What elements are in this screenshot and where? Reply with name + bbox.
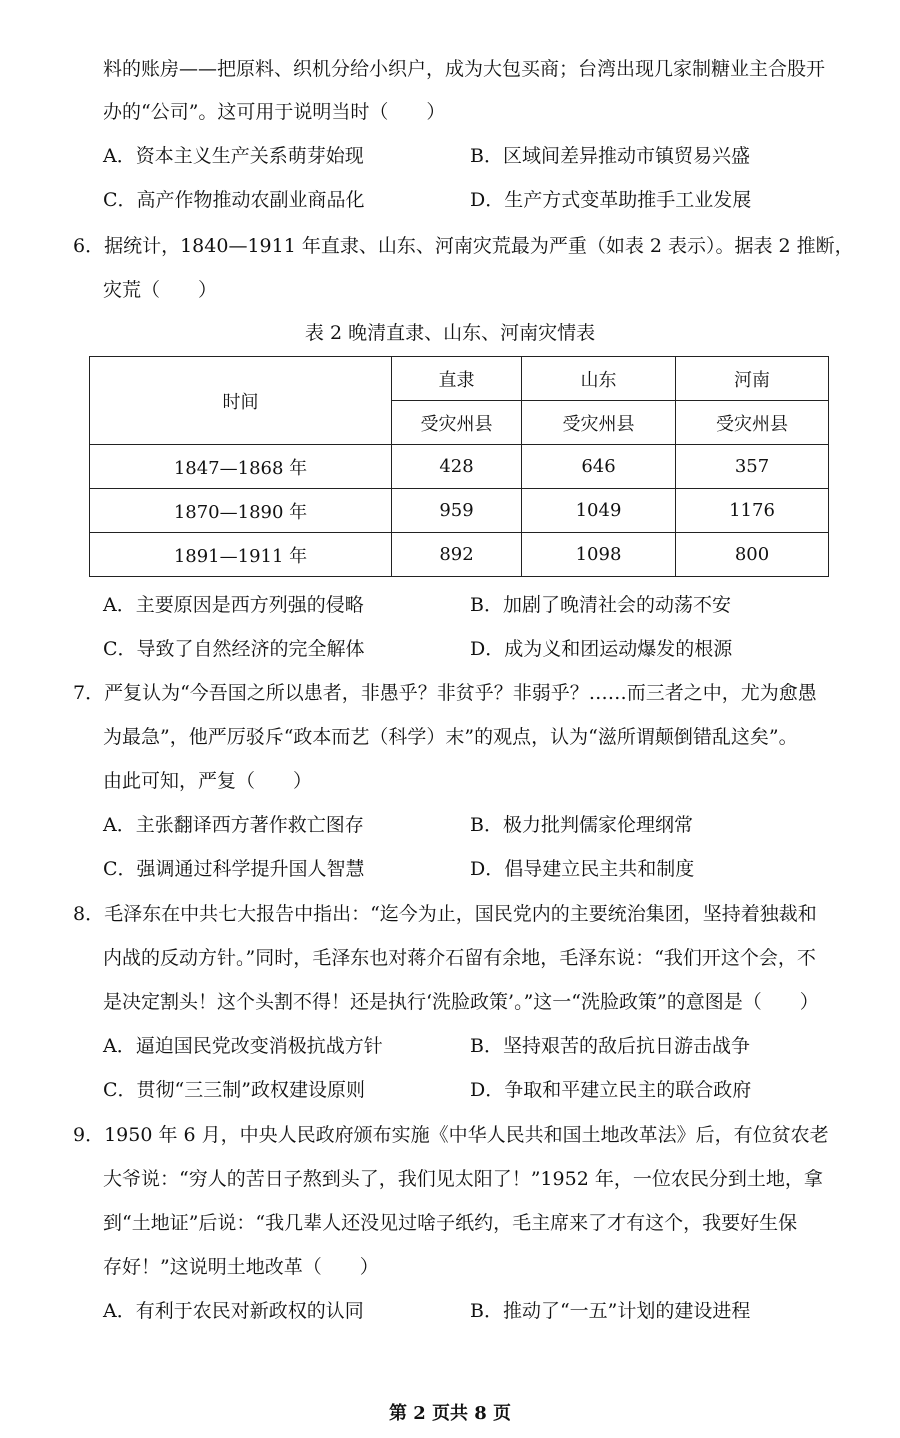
table-header-row	[90, 357, 829, 401]
q7-stem-line-2: 为最急”，他严厉驳斥“政本而艺（科学）末”的观点，认为“滋所谓颠倒错乱这矣”。	[103, 726, 798, 748]
value-cell: 428	[392, 445, 522, 489]
disaster-table	[89, 356, 829, 577]
q5-stem-line-1: 料的账房——把原料、织机分给小织户，成为大包买商；台湾出现几家制糖业主合股开	[103, 58, 826, 80]
period-cell: 1870—1890 年	[90, 489, 392, 533]
q7-option-a: A．主张翻译西方著作救亡图存	[103, 814, 364, 836]
province-header-shandong: 山东	[522, 357, 676, 401]
value-cell: 1098	[522, 533, 676, 577]
q6-option-a: A．主要原因是西方列强的侵略	[103, 594, 364, 616]
sub-header: 受灾州县	[392, 401, 522, 445]
period-cell: 1891—1911 年	[90, 533, 392, 577]
sub-header: 受灾州县	[676, 401, 829, 445]
q5-option-b: B．区域间差异推动市镇贸易兴盛	[470, 145, 750, 167]
value-cell: 1176	[676, 489, 829, 533]
q7-option-d: D．倡导建立民主共和制度	[470, 858, 695, 880]
sub-header: 受灾州县	[522, 401, 676, 445]
period-cell: 1847—1868 年	[90, 445, 392, 489]
q8-option-c: C．贯彻“三三制”政权建设原则	[103, 1079, 365, 1101]
q6-option-d: D．成为义和团运动爆发的根源	[470, 638, 733, 660]
q7-stem-line-3: 由此可知，严复（ ）	[103, 770, 313, 792]
value-cell: 646	[522, 445, 676, 489]
page-number-footer: 第 2 页共 8 页	[388, 1403, 512, 1424]
q8-option-d: D．争取和平建立民主的联合政府	[470, 1079, 752, 1101]
q8-option-b: B．坚持艰苦的敌后抗日游击战争	[470, 1035, 750, 1057]
province-header-henan: 河南	[676, 357, 829, 401]
q9-option-b: B．推动了“一五”计划的建设进程	[470, 1300, 751, 1322]
q9-stem-line-3: 到“土地证”后说：“我几辈人还没见过啥子纸约，毛主席来了才有这个，我要好生保	[103, 1212, 798, 1234]
q5-option-c: C．高产作物推动农副业商品化	[103, 189, 365, 211]
table-row	[90, 445, 829, 489]
table-row	[90, 489, 829, 533]
q8-stem-line-1: 8．毛泽东在中共七大报告中指出：“迄今为止，国民党内的主要统治集团，坚持着独裁和	[73, 903, 817, 925]
q9-option-a: A．有利于农民对新政权的认同	[103, 1300, 364, 1322]
province-header-zhili: 直隶	[392, 357, 522, 401]
q7-option-b: B．极力批判儒家伦理纲常	[470, 814, 693, 836]
q5-option-a: A．资本主义生产关系萌芽始现	[103, 145, 364, 167]
q9-stem-line-4: 存好！”这说明土地改革（ ）	[103, 1256, 379, 1278]
q8-stem-line-3: 是决定割头！这个头割不得！还是执行‘洗脸政策’。”这一“洗脸政策”的意图是（ ）	[103, 991, 819, 1013]
q6-stem-line-2: 灾荒（ ）	[103, 279, 218, 301]
q7-option-c: C．强调通过科学提升国人智慧	[103, 858, 365, 880]
value-cell: 959	[392, 489, 522, 533]
q6-stem-line-1: 6．据统计，1840—1911 年直隶、山东、河南灾荒最为严重（如表 2 表示）。据表 2 推断，	[73, 235, 854, 257]
value-cell: 800	[676, 533, 829, 577]
q9-stem-line-1: 9．1950 年 6 月，中央人民政府颁布实施《中华人民共和国土地改革法》后，有位贫农老	[73, 1124, 829, 1146]
q8-stem-line-2: 内战的反动方针。”同时，毛泽东也对蒋介石留有余地，毛泽东说：“我们开这个会，不	[103, 947, 816, 969]
q9-stem-line-2: 大爷说：“穷人的苦日子熬到头了，我们见太阳了！”1952 年，一位农民分到土地，拿	[103, 1168, 823, 1190]
q5-stem-line-2: 办的“公司”。这可用于说明当时（ ）	[103, 101, 446, 123]
value-cell: 892	[392, 533, 522, 577]
table-caption: 表 2 晚清直隶、山东、河南灾情表	[304, 322, 596, 344]
table-row	[90, 533, 829, 577]
q6-option-b: B．加剧了晚清社会的动荡不安	[470, 594, 731, 616]
value-cell: 1049	[522, 489, 676, 533]
time-header: 时间	[90, 357, 392, 445]
q7-stem-line-1: 7．严复认为“今吾国之所以患者，非愚乎？非贫乎？非弱乎？……而三者之中，尤为愈愚	[73, 682, 817, 704]
q5-option-d: D．生产方式变革助推手工业发展	[470, 189, 752, 211]
q8-option-a: A．逼迫国民党改变消极抗战方针	[103, 1035, 383, 1057]
value-cell: 357	[676, 445, 829, 489]
q6-option-c: C．导致了自然经济的完全解体	[103, 638, 365, 660]
